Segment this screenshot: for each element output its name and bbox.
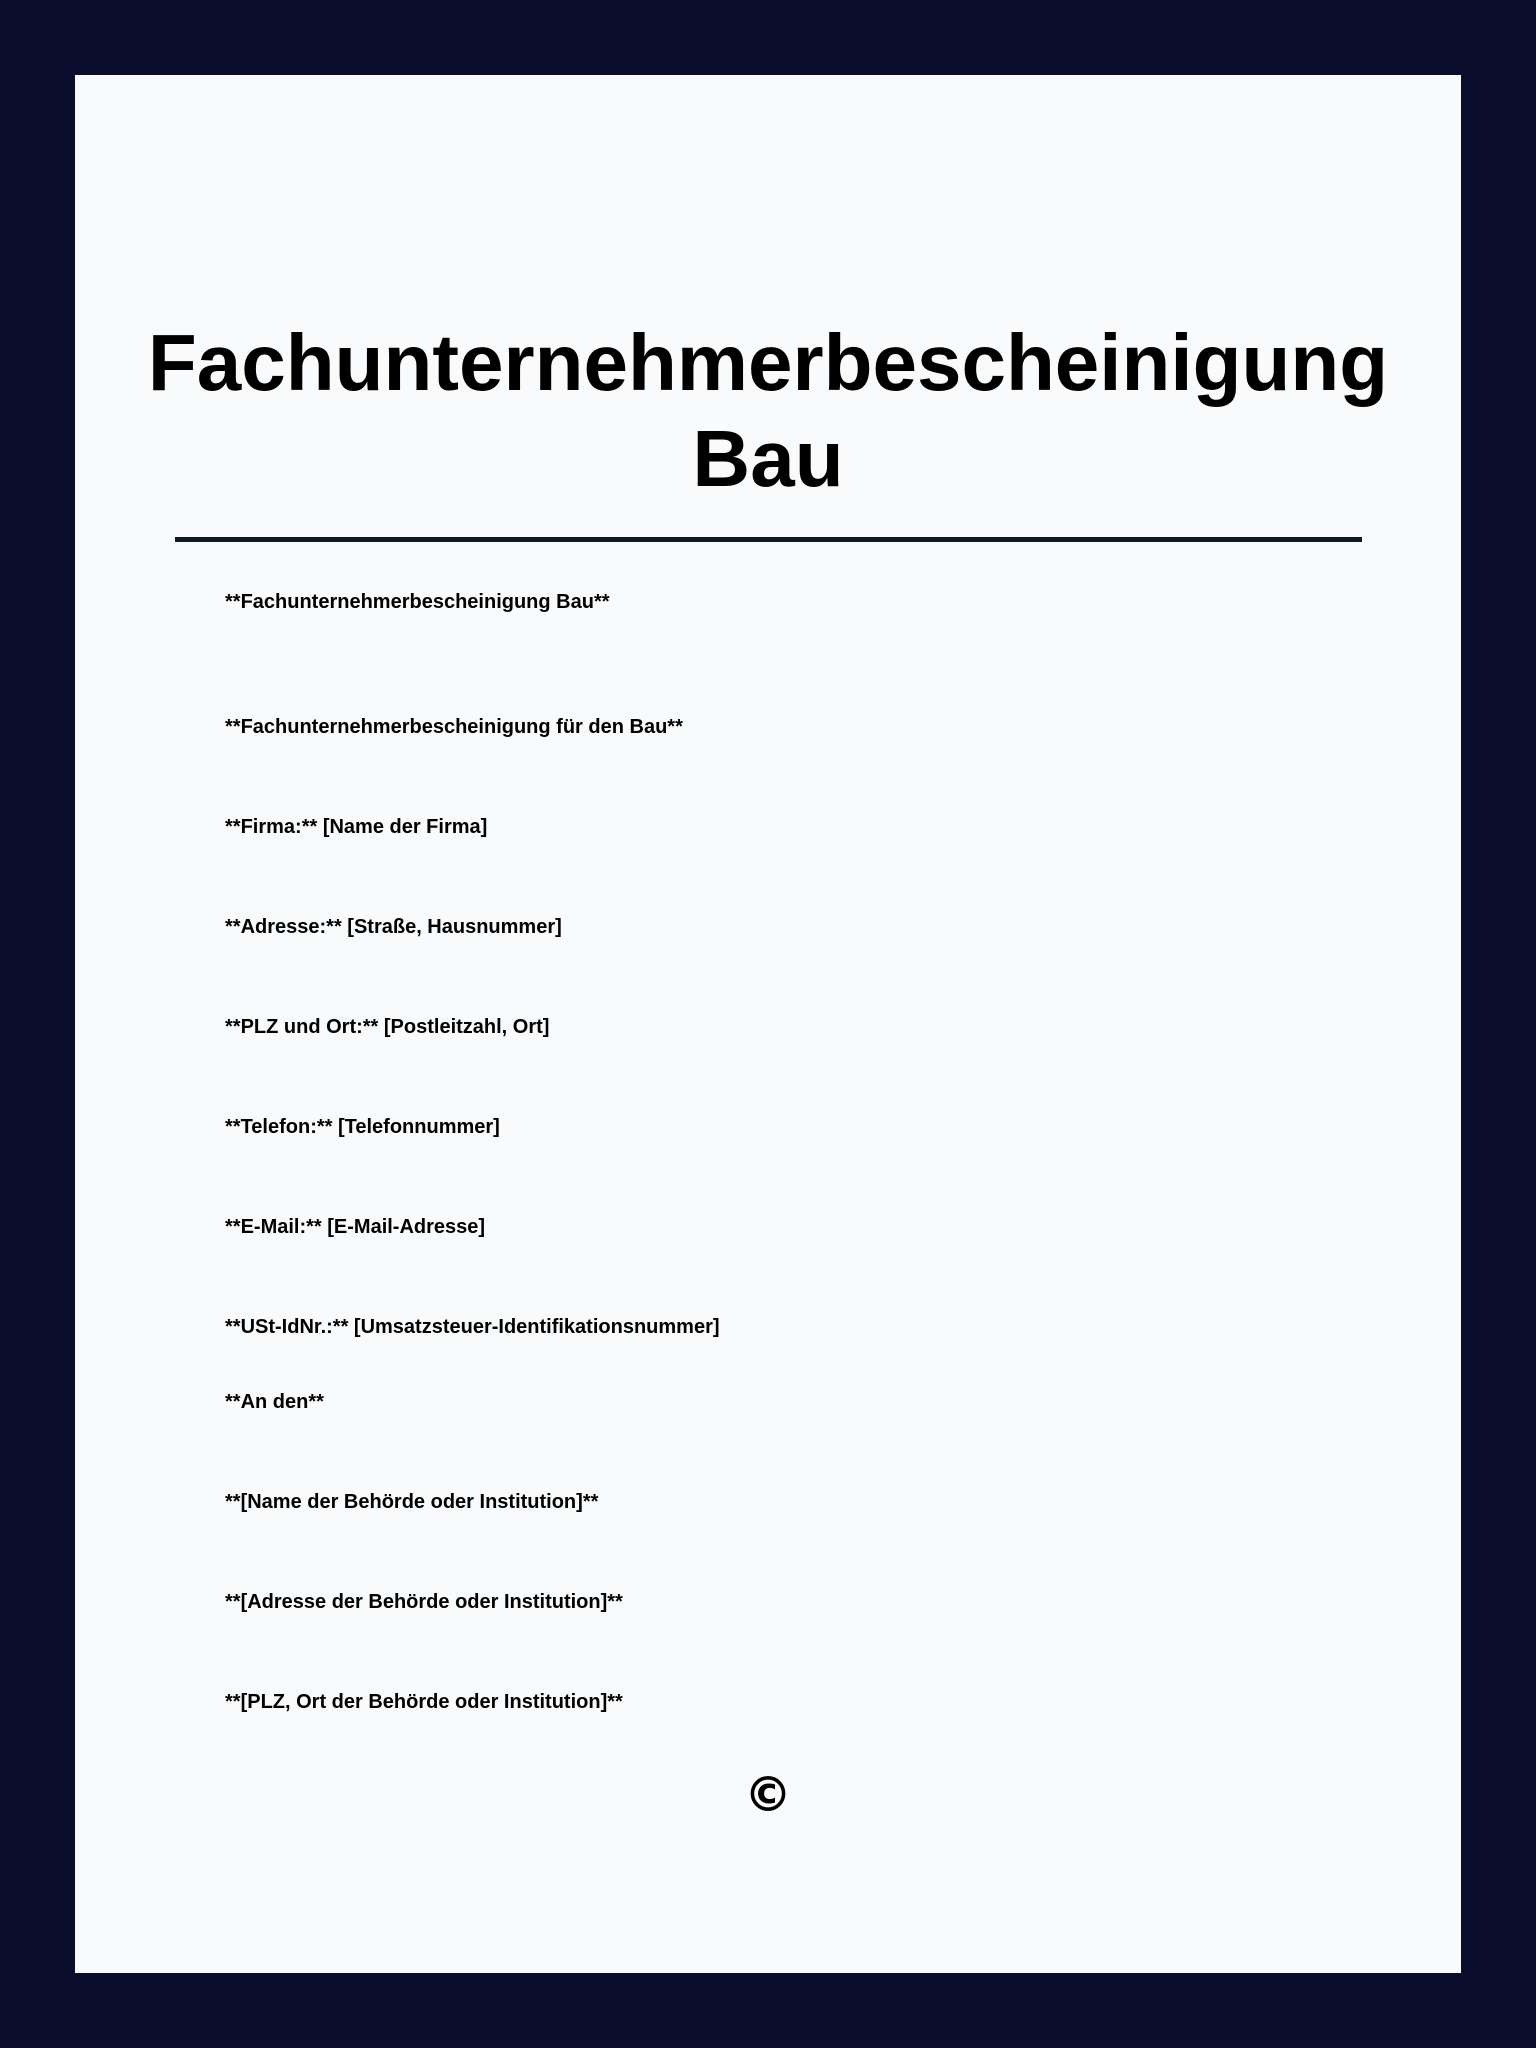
- company-postal-city-line: **PLZ und Ort:** [Postleitzahl, Ort]: [225, 1016, 550, 1038]
- document-title-line-1: Fachunternehmerbescheinigung: [147, 318, 1389, 407]
- recipient-address-line: **[Adresse der Behörde oder Institution]**: [225, 1591, 623, 1613]
- document-title: [75, 315, 1461, 507]
- company-address-line: **Adresse:** [Straße, Hausnummer]: [225, 916, 562, 938]
- document-page: [75, 75, 1461, 1973]
- company-phone-line: **Telefon:** [Telefonnummer]: [225, 1116, 500, 1138]
- company-email-line: **E-Mail:** [E-Mail-Adresse]: [225, 1216, 486, 1238]
- company-vat-id-line: **USt-IdNr.:** [Umsatzsteuer-Identifikationsnummer]: [225, 1316, 720, 1338]
- recipient-postal-city-line: **[PLZ, Ort der Behörde oder Institution]**: [225, 1691, 623, 1713]
- document-subheading: **Fachunternehmerbescheinigung für den Bau**: [225, 716, 683, 738]
- title-divider: [175, 537, 1362, 542]
- company-name-line: **Firma:** [Name der Firma]: [225, 816, 488, 838]
- document-heading: **Fachunternehmerbescheinigung Bau**: [225, 591, 610, 613]
- document-title-line-2: Bau: [692, 414, 844, 503]
- recipient-heading: **An den**: [225, 1391, 324, 1413]
- recipient-name-line: **[Name der Behörde oder Institution]**: [225, 1491, 599, 1513]
- copyright-icon: ©: [744, 1767, 792, 1823]
